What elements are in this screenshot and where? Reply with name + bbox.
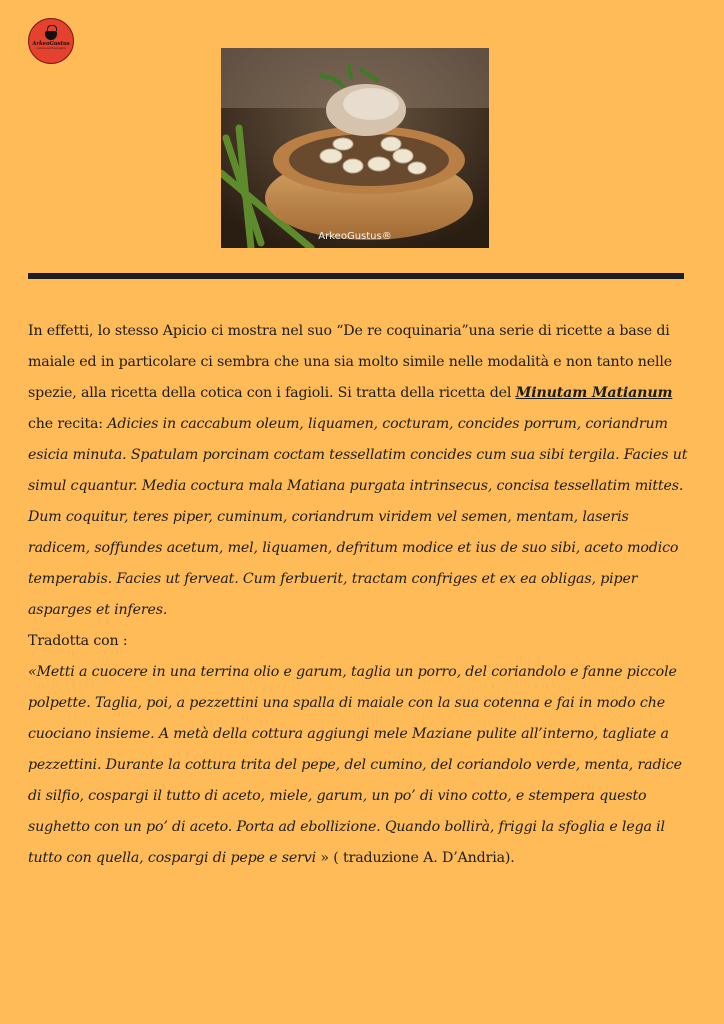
dish-photo (221, 48, 489, 248)
translated-by: Tradotta con : (28, 633, 128, 649)
cooking-pot-icon (45, 31, 57, 40)
italian-translation: «Metti a cuocere in una terrina olio e garum, taglia un porro, del coriandolo e fanne piccole polpette. Taglia, poi, a pezzettini una spalla di maiale con la sua cotenna e fai in modo che cuociano insieme. A metà della cottura aggiungi mele Maziane pulite all’interno, tagliate a pezzettini. Durante la cottura trita del pepe, del cumino, del coriandolo verde, menta, radice di silfio, cospargi il tutto di aceto, miele, garum, un po’ di vino cotto, e stempera questo sughetto con un po’ di aceto. Porta ad ebollizione. Quando bollirà, friggi la sfoglia e lega il tutto con quella, cospargi di pepe e servi (28, 664, 682, 866)
section-divider (28, 273, 684, 279)
photo-watermark: ArkeoGustus® (318, 231, 392, 242)
intro-text: In effetti, lo stesso Apicio ci mostra nel suo “De re coquinaria”una serie di ricette a base di maiale ed in particolare ci sembra che una sia molto simile nelle modalità e non tanto nelle spezie, alla ricetta della cotica con i fagioli. Si tratta della ricetta del (28, 323, 673, 401)
translation-paragraph (28, 657, 694, 874)
translation-credit: » ( traduzione A. D’Andria). (320, 850, 515, 866)
arkeogustus-logo (28, 18, 74, 64)
logo-subtitle: cucina archeologica (36, 46, 66, 51)
dish-illustration (221, 48, 489, 248)
recipe-name: Minutam Matianum (515, 385, 673, 401)
recita-text: che recita: (28, 416, 103, 432)
logo-text: ArkeoGustus (32, 41, 70, 48)
recipe-paragraph (28, 316, 694, 626)
latin-recipe: Adicies in caccabum oleum, liquamen, cocturam, concides porrum, coriandrum esicia minuta. Spatulam porcinam coctam tessellatim concides cum sua sibi tergila. Facies ut simul cquantur. Media coctura mala Matiana purgata intrinsecus, concisa tessellatim mittes. Dum coquitur, teres piper, cuminum, coriandrum viridem vel semen, mentam, laseris radicem, soffundes acetum, mel, liquamen, defritum modice et ius de suo sibi, aceto modico temperabis. Facies ut ferveat. Cum ferbuerit, tractam confriges et ex ea obligas, piper asparges et inferes. (28, 416, 688, 618)
article-text (28, 316, 694, 874)
